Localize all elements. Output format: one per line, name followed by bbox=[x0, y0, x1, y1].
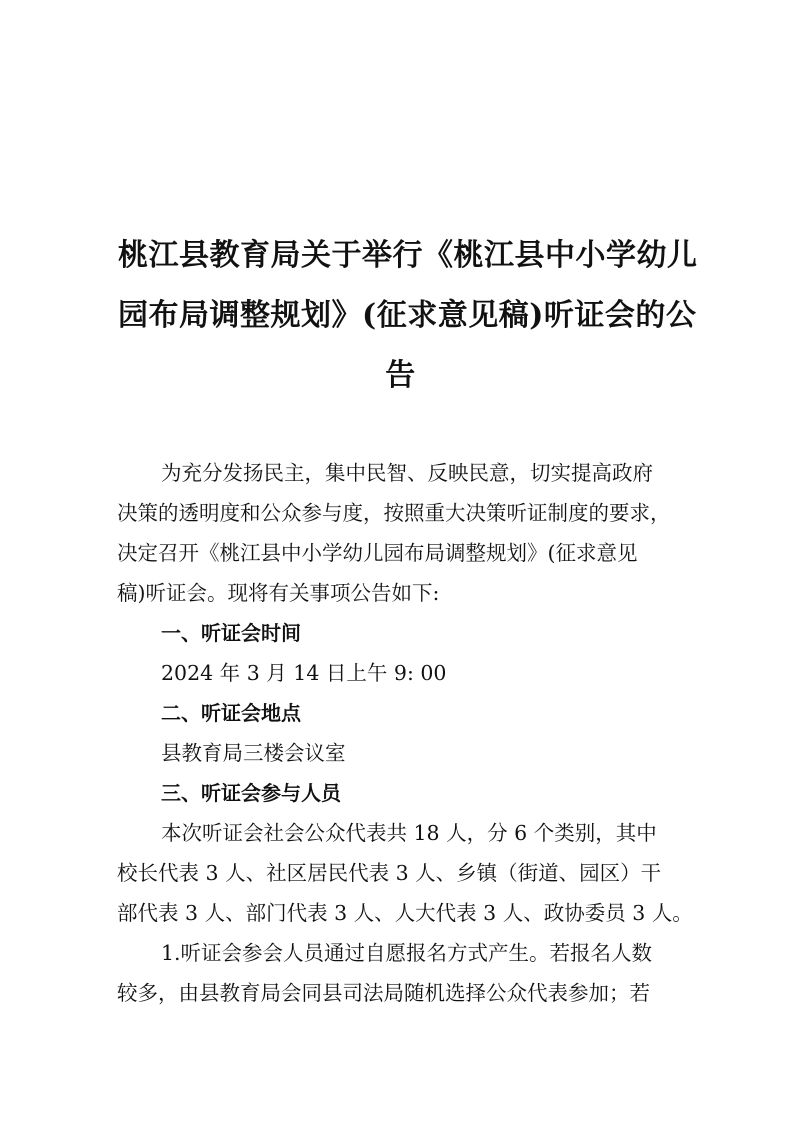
title-line: 告 bbox=[385, 358, 416, 393]
participants-line: 校长代表 3 人、社区居民代表 3 人、乡镇（街道、园区）干 bbox=[117, 861, 662, 885]
intro-line: 为充分发扬民主，集中民智、反映民意，切实提高政府 bbox=[161, 461, 653, 485]
title-line: 园布局调整规划》(征求意见稿)听证会的公 bbox=[118, 298, 697, 333]
document-title bbox=[118, 226, 698, 406]
registration-line: 1.听证会参会人员通过自愿报名方式产生。若报名人数 bbox=[161, 941, 653, 965]
participants-line: 本次听证会社会公众代表共 18 人，分 6 个类别，其中 bbox=[161, 821, 657, 845]
hearing-time: 2024 年 3 月 14 日上午 9: 00 bbox=[161, 661, 447, 685]
intro-paragraph bbox=[117, 453, 687, 613]
registration-paragraph bbox=[117, 933, 687, 1013]
hearing-location: 县教育局三楼会议室 bbox=[161, 741, 346, 765]
intro-line: 决策的透明度和公众参与度，按照重大决策听证制度的要求， bbox=[117, 501, 671, 525]
section-heading-time: 一、听证会时间 bbox=[161, 621, 301, 645]
section-heading-location: 二、听证会地点 bbox=[161, 701, 301, 725]
intro-line: 稿)听证会。现将有关事项公告如下: bbox=[117, 581, 440, 605]
title-line: 桃江县教育局关于举行《桃江县中小学幼儿 bbox=[118, 238, 698, 273]
intro-line: 决定召开《桃江县中小学幼儿园布局调整规划》(征求意见 bbox=[117, 541, 638, 565]
document-body bbox=[117, 453, 693, 1013]
registration-line: 较多，由县教育局会同县司法局随机选择公众代表参加；若 bbox=[117, 981, 650, 1005]
participants-line: 部代表 3 人、部门代表 3 人、人大代表 3 人、政协委员 3 人。 bbox=[117, 901, 693, 925]
participants-paragraph bbox=[117, 813, 693, 933]
section-heading-participants: 三、听证会参与人员 bbox=[161, 781, 341, 805]
